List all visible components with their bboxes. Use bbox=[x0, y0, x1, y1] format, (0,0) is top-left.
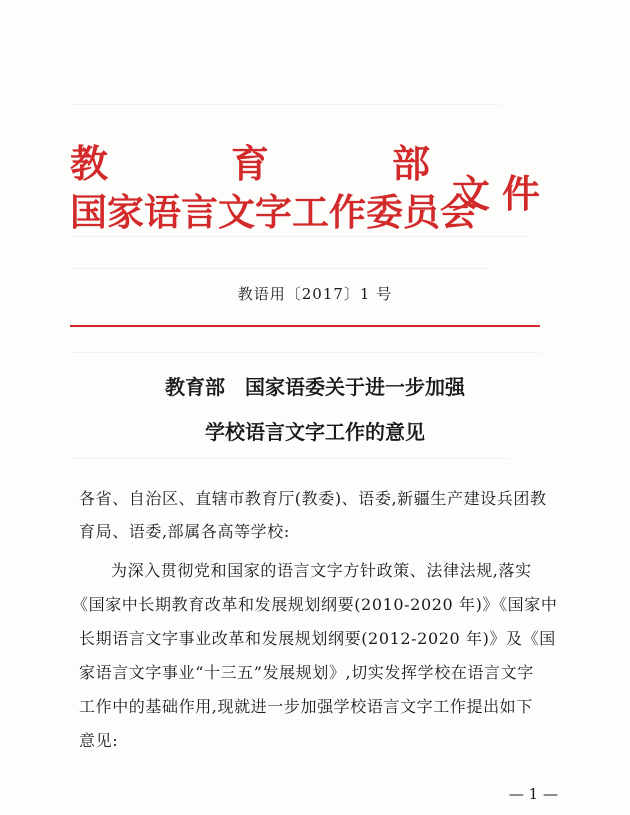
bleed-through-line bbox=[70, 352, 540, 353]
document-title-line1: 教育部 国家语委关于进一步加强 bbox=[165, 375, 465, 399]
document-number: 教语用〔2017〕1 号 bbox=[237, 285, 393, 303]
body-line: 育局、语委,部属各高等学校: bbox=[79, 522, 290, 541]
body-line: 长期语言文字事业改革和发展规划纲要(2012-2020 年)》及《国 bbox=[79, 629, 556, 648]
bleed-through-line bbox=[70, 268, 490, 269]
page-number: — 1 — bbox=[508, 785, 558, 803]
body-line: 工作中的基础作用,现就进一步加强学校语言文字工作提出如下 bbox=[79, 697, 533, 716]
issuer-header-line2: 国家语言文字工作委员会 bbox=[70, 190, 477, 234]
issuer-char: 部 bbox=[391, 141, 430, 186]
document-type-label: 文件 bbox=[452, 171, 553, 216]
document-title-line2: 学校语言文字工作的意见 bbox=[205, 420, 425, 444]
body-line: 意见: bbox=[79, 731, 119, 750]
header-separator-rule bbox=[70, 325, 540, 327]
bleed-through-line bbox=[70, 104, 500, 105]
body-line: 各省、自治区、直辖市教育厅(教委)、语委,新疆生产建设兵团教 bbox=[79, 489, 547, 508]
issuer-char: 育 bbox=[230, 141, 269, 186]
body-line: 家语言文字事业“十三五”发展规划》,切实发挥学校在语言文字 bbox=[79, 663, 534, 682]
issuer-header-line1 bbox=[70, 142, 430, 186]
body-line: 《国家中长期教育改革和发展规划纲要(2010-2020 年)》《国家中 bbox=[72, 595, 558, 614]
bleed-through-line bbox=[70, 458, 510, 459]
bleed-through-line bbox=[70, 236, 530, 237]
issuer-char: 教 bbox=[70, 141, 109, 186]
body-line: 为深入贯彻党和国家的语言文字方针政策、法律法规,落实 bbox=[111, 561, 532, 580]
